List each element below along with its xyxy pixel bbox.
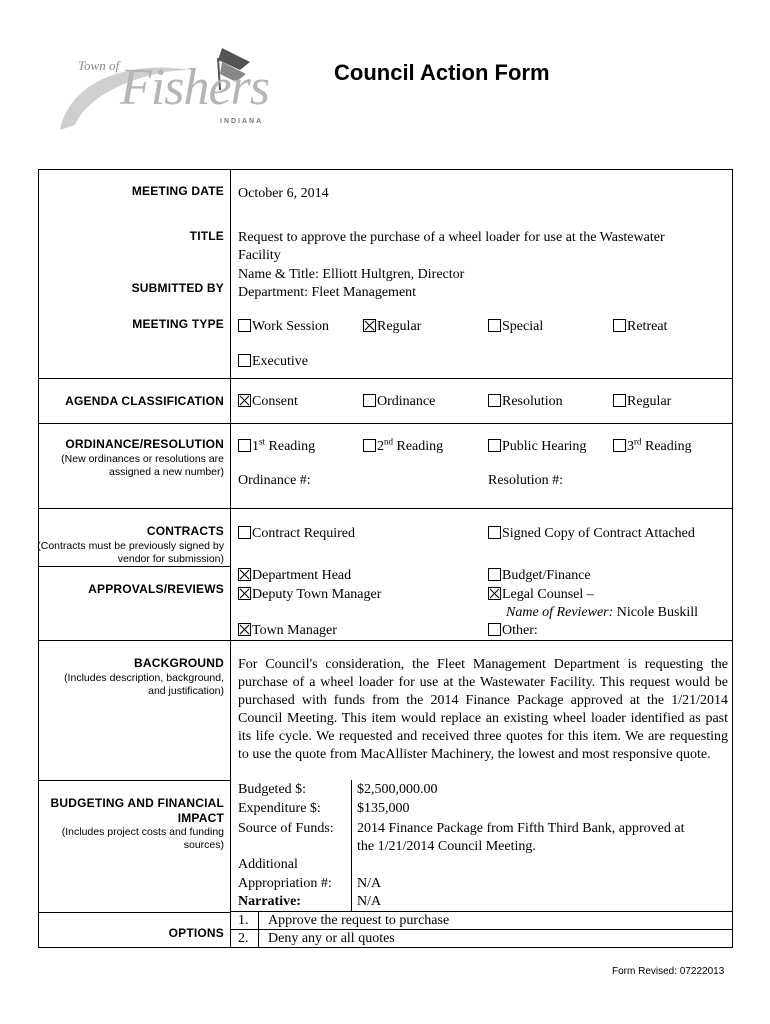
submitted-department: Department: Fleet Management (238, 285, 417, 300)
additional-label-line-2: Appropriation #: (238, 876, 332, 891)
checkbox-executive[interactable] (238, 354, 251, 367)
additional-value: N/A (357, 876, 382, 891)
contracts-label: CONTRACTS (146, 524, 224, 538)
approvals-label: APPROVALS/REVIEWS (88, 582, 224, 596)
checkbox-contract-required[interactable] (238, 526, 251, 539)
option-work-session[interactable]: Work Session (238, 318, 329, 336)
ordinance-resolution-note: (New ordinances or resolutions are assigned a new number) (61, 453, 224, 478)
checkbox-legal-counsel[interactable] (488, 587, 501, 600)
option-deputy-town-manager[interactable]: Deputy Town Manager (238, 586, 381, 604)
meeting-date-value: October 6, 2014 (238, 186, 329, 201)
submitted-by-label: SUBMITTED BY (131, 281, 224, 295)
background-label: BACKGROUND (134, 656, 224, 670)
ordinance-resolution-label: ORDINANCE/RESOLUTION (65, 437, 224, 451)
checkbox-ordinance[interactable] (363, 394, 376, 407)
additional-label-line-1: Additional (238, 857, 298, 872)
checkbox-second-reading[interactable] (363, 439, 376, 452)
checkbox-resolution[interactable] (488, 394, 501, 407)
checkbox-special[interactable] (488, 319, 501, 332)
town-logo (50, 40, 290, 140)
checkbox-work-session[interactable] (238, 319, 251, 332)
checkbox-signed-copy[interactable] (488, 526, 501, 539)
checkbox-budget-finance[interactable] (488, 568, 501, 581)
title-line-2: Facility (238, 248, 281, 263)
contracts-note: (Contracts must be previously signed by vendor for submission) (37, 540, 224, 565)
checkbox-other[interactable] (488, 623, 501, 636)
ordinance-number-field[interactable]: Ordinance #: (238, 473, 311, 488)
title-label: TITLE (189, 229, 224, 243)
option-contract-required[interactable]: Contract Required (238, 525, 355, 543)
source-of-funds-line-1: 2014 Finance Package from Fifth Third Bank, approved at (357, 821, 685, 836)
background-text: For Council's consideration, the Fleet Management Department is requesting the purchase of a wheel loader for use at the Wastewater Facility. This request would be purchased with funds from the 2014 Finance Package approved at the 1/21/2014 Council Meeting. This item would replace an existing wheel loader identified as past its life cycle. We requested and received three quotes for this item. We are requesting to use the quote from MacAllister Machinery, the lowest and most responsive quote. (238, 657, 728, 762)
logo-state: INDIANA (220, 118, 264, 125)
reviewer-label: Name of Reviewer: (506, 605, 614, 620)
source-of-funds-line-2: the 1/21/2014 Council Meeting. (357, 839, 536, 854)
option-signed-copy[interactable]: Signed Copy of Contract Attached (488, 525, 695, 543)
option-regular-agenda[interactable]: Regular (613, 393, 671, 411)
expenditure-label: Expenditure $: (238, 801, 321, 816)
logo-name: Fishers (120, 59, 269, 116)
option-executive[interactable]: Executive (238, 353, 308, 371)
resolution-number-field[interactable]: Resolution #: (488, 473, 564, 488)
option-town-manager[interactable]: Town Manager (238, 622, 337, 640)
option-department-head[interactable]: Department Head (238, 567, 351, 585)
option-1-text: Approve the request to purchase (268, 913, 450, 928)
form-revised: Form Revised: 07222013 (612, 966, 725, 977)
background-note: (Includes description, background, and justification) (64, 672, 224, 697)
options-label: OPTIONS (168, 926, 224, 940)
checkbox-consent[interactable] (238, 394, 251, 407)
option-first-reading[interactable]: 1st Reading (238, 438, 315, 456)
option-budget-finance[interactable]: Budget/Finance (488, 567, 591, 585)
checkbox-town-manager[interactable] (238, 623, 251, 636)
narrative-label: Narrative: (238, 894, 301, 909)
option-consent[interactable]: Consent (238, 393, 298, 411)
checkbox-deputy-town-manager[interactable] (238, 587, 251, 600)
budgeted-value: $2,500,000.00 (357, 782, 438, 797)
budgeting-note: (Includes project costs and funding sources) (61, 826, 224, 851)
submitted-name: Name & Title: Elliott Hultgren, Director (238, 267, 465, 282)
logo-town-of: Town of (78, 58, 120, 73)
checkbox-retreat[interactable] (613, 319, 626, 332)
option-third-reading[interactable]: 3rd Reading (613, 438, 692, 456)
narrative-value: N/A (357, 894, 382, 909)
reviewer-line (506, 604, 698, 622)
meeting-date-label: MEETING DATE (131, 184, 224, 198)
option-regular-meeting[interactable]: Regular (363, 318, 421, 336)
form-title: Council Action Form (334, 60, 550, 85)
reviewer-name: Nicole Buskill (613, 605, 699, 620)
title-line-1: Request to approve the purchase of a wheel loader for use at the Wastewater (238, 230, 665, 245)
option-retreat[interactable]: Retreat (613, 318, 667, 336)
checkbox-third-reading[interactable] (613, 439, 626, 452)
checkbox-public-hearing[interactable] (488, 439, 501, 452)
source-of-funds-label: Source of Funds: (238, 821, 334, 836)
checkbox-regular-meeting[interactable] (363, 319, 376, 332)
option-second-reading[interactable]: 2nd Reading (363, 438, 443, 456)
checkbox-regular-agenda[interactable] (613, 394, 626, 407)
option-other[interactable]: Other: (488, 622, 538, 640)
expenditure-value: $135,000 (357, 801, 410, 816)
option-2-text: Deny any or all quotes (268, 931, 395, 946)
option-2-number: 2. (238, 931, 249, 946)
budgeted-label: Budgeted $: (238, 782, 307, 797)
meeting-type-label: MEETING TYPE (132, 317, 224, 331)
checkbox-first-reading[interactable] (238, 439, 251, 452)
option-resolution[interactable]: Resolution (488, 393, 563, 411)
checkbox-department-head[interactable] (238, 568, 251, 581)
option-public-hearing[interactable]: Public Hearing (488, 438, 586, 456)
budgeting-label: BUDGETING AND FINANCIAL IMPACT (50, 796, 224, 825)
option-ordinance[interactable]: Ordinance (363, 393, 435, 411)
agenda-classification-label: AGENDA CLASSIFICATION (65, 394, 224, 408)
option-special[interactable]: Special (488, 318, 543, 336)
option-legal-counsel[interactable]: Legal Counsel – (488, 586, 594, 604)
option-1-number: 1. (238, 913, 249, 928)
